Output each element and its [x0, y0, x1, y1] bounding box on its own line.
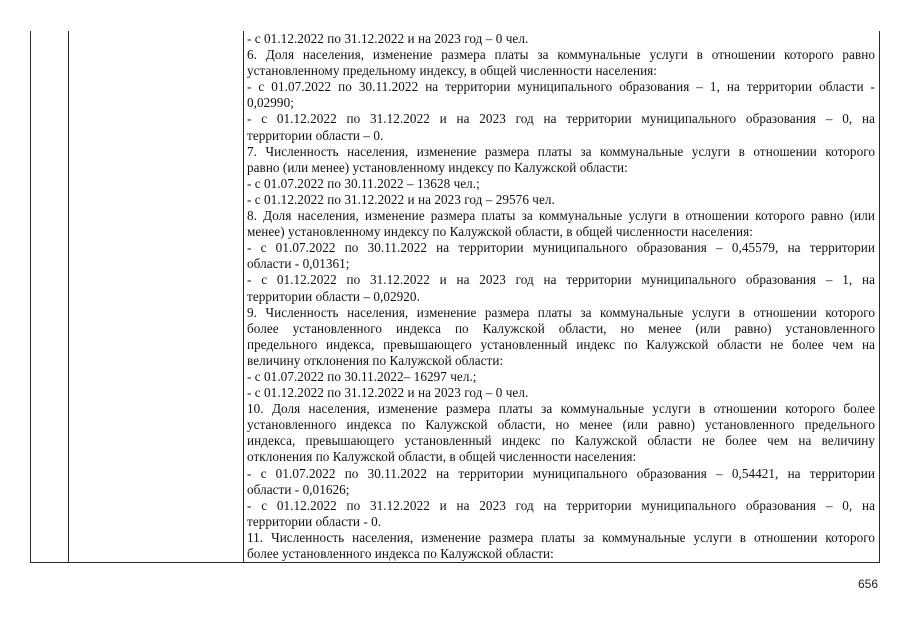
document-text-line: 9. Численность населения, изменение размера платы за коммунальные услуги в отношении которого: [247, 304, 875, 320]
table-column-divider: [68, 31, 69, 562]
document-text-line: - с 01.12.2022 по 31.12.2022 и на 2023 год на территории муниципального образования – 1, на: [247, 272, 875, 288]
document-text-line: территории области - 0.: [247, 513, 382, 529]
document-text-line: - с 01.07.2022 по 30.11.2022– 16297 чел.;: [247, 368, 477, 384]
table-content-cell: [244, 31, 878, 563]
document-text-line: отклонения по Калужской области, в общей численности населения:: [247, 449, 637, 465]
document-text-line: 0,02990;: [247, 95, 294, 111]
document-text-line: установленному предельному индексу, в общей численности населения:: [247, 63, 658, 79]
document-text-line: более установленного индекса по Калужской области:: [247, 546, 554, 561]
document-text-line: 6. Доля населения, изменение размера платы за коммунальные услуги в отношении которого равно: [247, 47, 875, 63]
document-text-line: - с 01.12.2022 по 31.12.2022 и на 2023 год на территории муниципального образования – 0, на: [247, 111, 875, 127]
document-text-line: - с 01.07.2022 по 30.11.2022 на территории муниципального образования – 0,45579, на территории: [247, 240, 875, 256]
document-text-line: менее) установленному индексу по Калужской области, в общей численности населения:: [247, 224, 753, 240]
document-text-line: - с 01.12.2022 по 31.12.2022 и на 2023 год на территории муниципального образования – 0, на: [247, 497, 875, 513]
document-text-line: - с 01.12.2022 по 31.12.2022 и на 2023 год – 29576 чел.: [247, 191, 555, 207]
document-text-line: 8. Доля населения, изменение размера платы за коммунальные услуги в отношении которого равно (или: [247, 208, 875, 224]
document-text-line: более установленного индекса по Калужской области, но менее (или равно) установленного: [247, 320, 875, 336]
document-text-line: области - 0,01361;: [247, 256, 350, 272]
document-text-line: - с 01.12.2022 по 31.12.2022 и на 2023 год – 0 чел.: [247, 385, 529, 401]
document-text-line: установленного индекса по Калужской области, но менее (или равно) установленного предельного: [247, 417, 875, 433]
document-text-line: - с 01.07.2022 по 30.11.2022 на территории муниципального образования – 1, на территории области -: [247, 79, 875, 95]
document-text-line: 10. Доля населения, изменение размера платы за коммунальные услуги в отношении которого более: [247, 401, 875, 417]
document-text-line: равно (или менее) установленному индексу по Калужской области:: [247, 159, 628, 175]
document-table: [30, 31, 880, 563]
document-text-line: - с 01.07.2022 по 30.11.2022 на территории муниципального образования – 0,54421, на территории: [247, 465, 875, 481]
page-number: 656: [857, 577, 878, 591]
document-text-line: 11. Численность населения, изменение размера платы за коммунальные услуги в отношении которого: [247, 529, 875, 545]
document-text-line: - с 01.07.2022 по 30.11.2022 – 13628 чел.;: [247, 175, 480, 191]
document-text-line: - с 01.12.2022 по 31.12.2022 и на 2023 год – 0 чел.: [247, 31, 529, 46]
document-text-line: 7. Численность населения, изменение размера платы за коммунальные услуги в отношении которого: [247, 143, 875, 159]
document-text-line: индекса, превышающего установленный индекс по Калужской области не более чем на величину: [247, 433, 875, 449]
document-text-line: величину отклонения по Калужской области:: [247, 352, 504, 368]
document-text-line: предельного индекса, превышающего установленный индекс по Калужской области не более чем на: [247, 336, 875, 352]
document-text-line: области - 0,01626;: [247, 481, 350, 497]
document-text-line: территории области – 0.: [247, 127, 384, 143]
document-text-line: территории области – 0,02920.: [247, 288, 420, 304]
